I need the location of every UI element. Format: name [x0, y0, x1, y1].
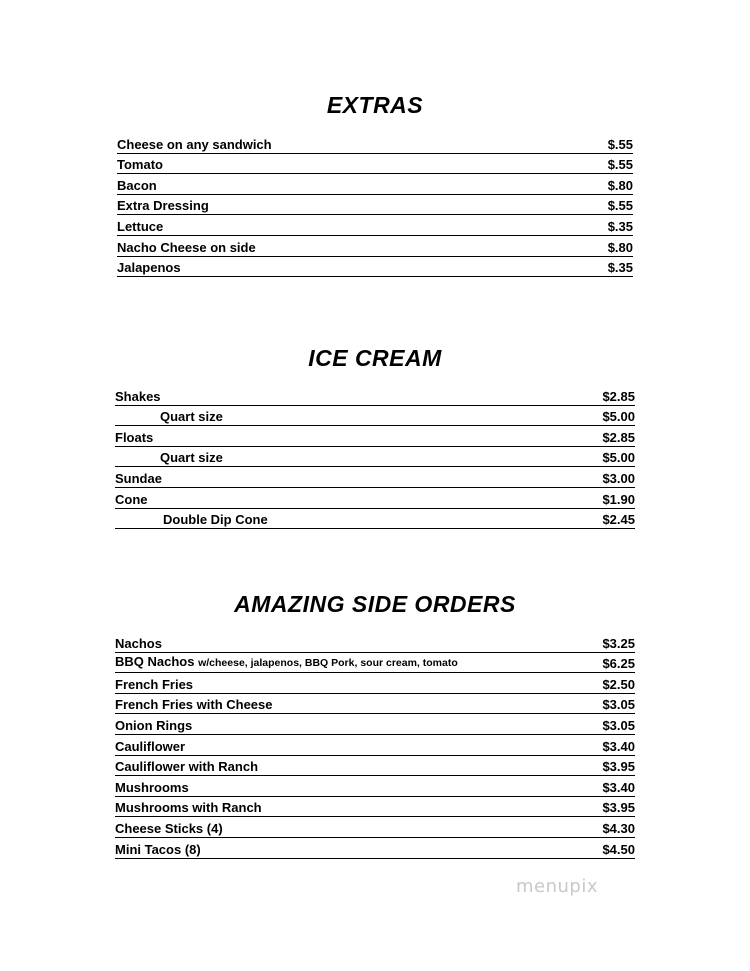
menu-item: [115, 735, 635, 756]
item-name: Shakes: [115, 388, 161, 404]
item-name: French Fries with Cheese: [115, 697, 273, 713]
item-price: $.55: [607, 157, 633, 173]
menu-item: [115, 838, 635, 859]
item-price: $1.90: [602, 491, 635, 507]
item-name: [115, 654, 458, 671]
menu-item: [115, 426, 635, 447]
menu-item: [115, 447, 635, 468]
menu-item: [115, 817, 635, 838]
menu-item: [117, 154, 633, 175]
item-price: $4.50: [602, 841, 635, 857]
item-name: Mushrooms: [115, 779, 189, 795]
menu-item: [117, 174, 633, 195]
item-price: $3.05: [602, 717, 635, 733]
item-price: $.55: [607, 198, 633, 214]
ice-cream-list: [115, 385, 635, 529]
item-price: $5.00: [602, 409, 635, 425]
item-price: $3.95: [602, 800, 635, 816]
item-price: $.55: [607, 136, 633, 152]
menu-item: [115, 797, 635, 818]
item-price: $4.30: [602, 820, 635, 836]
extras-list: [117, 133, 633, 277]
item-name: Extra Dressing: [117, 198, 209, 214]
menu-item: [115, 653, 635, 674]
menu-item: [117, 133, 633, 154]
item-name: Sundae: [115, 470, 162, 486]
item-name: Quart size: [160, 450, 223, 466]
menu-item: [115, 776, 635, 797]
menu-item: [115, 509, 635, 530]
menu-item: [115, 756, 635, 777]
item-name: Cauliflower: [115, 738, 186, 754]
item-price: $.35: [607, 218, 633, 234]
item-price: $3.40: [602, 779, 635, 795]
side-orders-list: [115, 632, 635, 859]
menu-item: [115, 694, 635, 715]
item-name: Lettuce: [117, 218, 164, 234]
menu-item: [117, 195, 633, 216]
item-name: Onion Rings: [115, 717, 193, 733]
menu-item: [117, 215, 633, 236]
item-price: $3.25: [602, 635, 635, 651]
item-name: Tomato: [117, 157, 163, 173]
item-name: Double Dip Cone: [163, 512, 268, 528]
item-name: Floats: [115, 429, 154, 445]
menu-item: [117, 257, 633, 278]
item-price: $3.00: [602, 470, 635, 486]
item-price: $3.95: [602, 759, 635, 775]
item-name: Bacon: [117, 177, 157, 193]
item-price: $2.85: [602, 388, 635, 404]
item-name: Jalapenos: [117, 260, 181, 276]
item-price: $2.50: [602, 676, 635, 692]
menu-item: [115, 673, 635, 694]
item-name: Nachos: [115, 635, 162, 651]
item-price: $6.25: [602, 656, 635, 672]
item-name: Mushrooms with Ranch: [115, 800, 262, 816]
menu-item: [115, 385, 635, 406]
item-price: $5.00: [602, 450, 635, 466]
menu-item: [115, 632, 635, 653]
item-name: Cheese Sticks (4): [115, 820, 223, 836]
item-name-text: BBQ Nachos: [115, 654, 195, 670]
item-name: Cone: [115, 491, 148, 507]
item-note: w/cheese, jalapenos, BBQ Pork, sour cream, tomato: [198, 657, 458, 670]
item-name: Cauliflower with Ranch: [115, 759, 259, 775]
item-name: Nacho Cheese on side: [117, 239, 256, 255]
item-name: Cheese on any sandwich: [117, 136, 272, 152]
item-name: Mini Tacos (8): [115, 841, 201, 857]
item-price: $3.40: [602, 738, 635, 754]
item-price: $.35: [607, 260, 633, 276]
menu-item: [117, 236, 633, 257]
ice-cream-title: ICE CREAM: [308, 345, 442, 371]
item-price: $2.45: [602, 512, 635, 528]
item-name: Quart size: [160, 409, 223, 425]
item-price: $.80: [607, 239, 633, 255]
side-orders-title: AMAZING SIDE ORDERS: [234, 591, 516, 617]
menu-item: [115, 467, 635, 488]
extras-title: EXTRAS: [326, 92, 424, 118]
item-price: $2.85: [602, 429, 635, 445]
item-name: French Fries: [115, 676, 194, 692]
menupix-watermark: menupix: [516, 876, 599, 897]
menu-item: [115, 714, 635, 735]
item-price: $.80: [607, 177, 633, 193]
item-price: $3.05: [602, 697, 635, 713]
menu-item: [115, 406, 635, 427]
menu-item: [115, 488, 635, 509]
